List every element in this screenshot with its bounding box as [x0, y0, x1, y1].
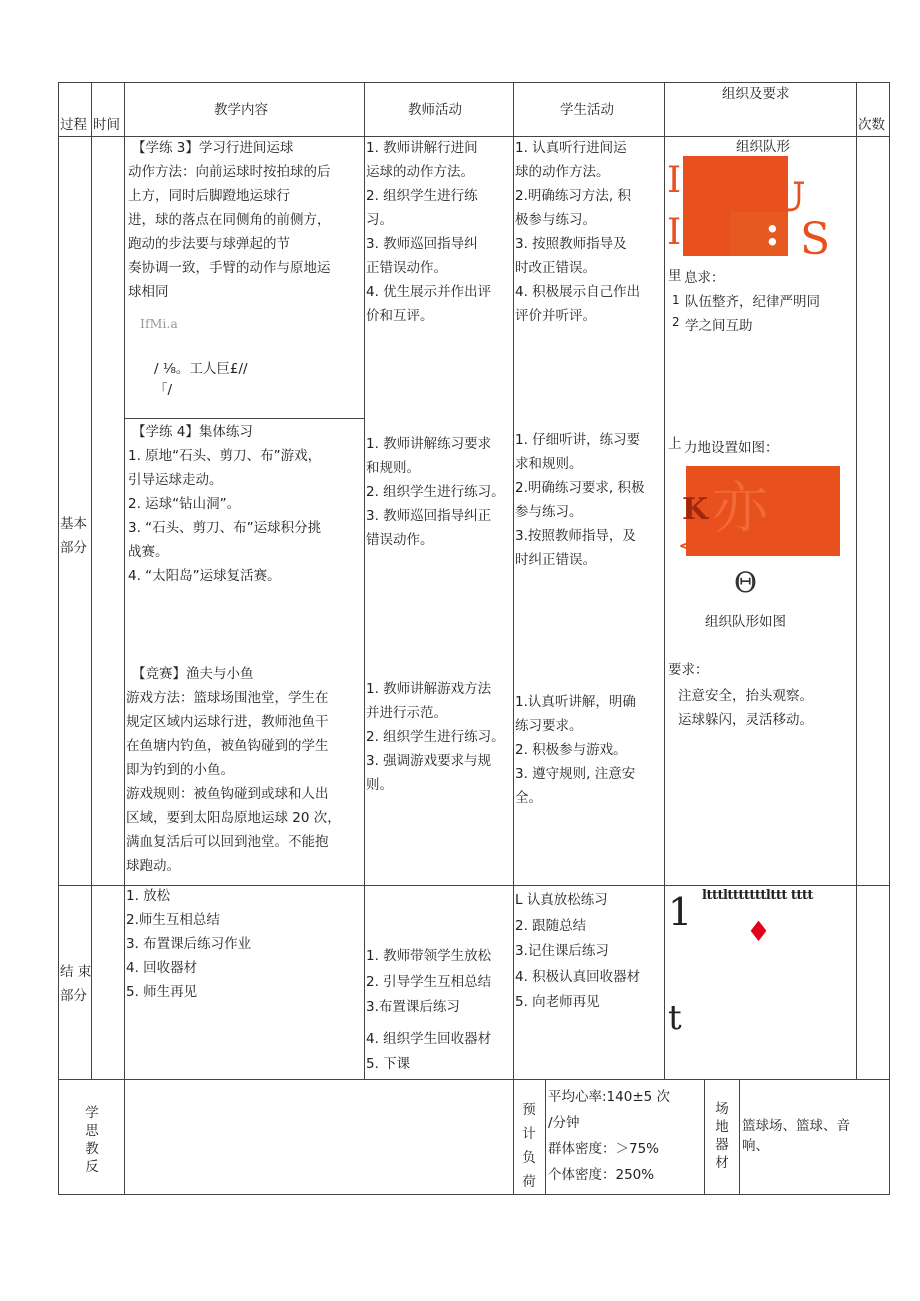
- formation-caption: 组织队形如图: [705, 614, 786, 630]
- competition-line: 满血复活后可以回到池堂。不能抱: [126, 834, 329, 850]
- end-teacher-line: 4. 组织学生回收器材: [366, 1030, 492, 1047]
- table-border-left: [58, 82, 59, 1194]
- basic-section-label-1: 基本: [60, 516, 87, 532]
- load-line: 群体密度：＞75%: [548, 1141, 660, 1157]
- requirement-line: 学之间互助: [685, 318, 753, 334]
- requirement2-line: 注意安全，抬头观察。: [678, 688, 813, 704]
- requirement-number: 1: [672, 293, 680, 307]
- drill3-title: 【学练 3】学习行进间运球: [132, 140, 294, 156]
- drill4-line: 战赛。: [128, 544, 169, 560]
- drill3-line: 跑动的步法要与球弹起的节: [128, 236, 290, 252]
- student-activity-1: [515, 136, 640, 328]
- site-glyph: 亦: [712, 476, 768, 541]
- student-line: 1. 仔细听讲，练习要: [515, 432, 641, 448]
- venue-values: [742, 1116, 850, 1156]
- teacher-line: 2. 组织学生进行练: [366, 188, 478, 204]
- drill4-line: 引导运球走动。: [128, 472, 223, 488]
- end-content-line: 5. 师生再见: [126, 984, 198, 1000]
- col-divider-process: [91, 82, 92, 1079]
- end-org-letter: t: [668, 998, 682, 1038]
- load-line: /分钟: [548, 1115, 580, 1131]
- student-line: 评价并听评。: [515, 308, 596, 324]
- header-count: 次数: [858, 117, 885, 133]
- teacher-line: 和规则。: [366, 460, 420, 476]
- col-divider-content: [364, 82, 365, 1079]
- student-line: 4. 积极展示自己作出: [515, 284, 641, 300]
- load-label-char: 计: [522, 1126, 536, 1142]
- end-org-number: 1: [668, 890, 693, 934]
- end-teacher-line: 5. 下课: [366, 1056, 411, 1072]
- teacher-line: 正错误动作。: [366, 260, 447, 276]
- student-line: 2. 积极参与游戏。: [515, 742, 627, 758]
- competition-title: 【竞赛】渔夫与小鱼: [132, 666, 254, 682]
- teacher-line: 习。: [366, 212, 393, 228]
- student-line: 极参与练习。: [515, 212, 596, 228]
- teacher-line: 1. 教师讲解行进间: [366, 140, 478, 156]
- site-prefix: 上: [668, 436, 682, 452]
- formation-glyph: :: [765, 208, 780, 255]
- venue-label-char: 场: [715, 1101, 729, 1117]
- end-student-line: 5. 向老师再见: [515, 994, 600, 1010]
- student-line: 2.明确练习要求, 积极: [515, 480, 645, 496]
- footer-divider-load: [704, 1079, 705, 1194]
- teacher-activity-1: [366, 136, 491, 328]
- drill4-line: 3. “石头、剪刀、布”运球积分挑: [128, 520, 322, 536]
- competition-line: 在鱼塘内钓鱼，被鱼钩碰到的学生: [126, 738, 329, 754]
- teacher-activity-3: [366, 677, 505, 797]
- student-line: 2.明确练习方法, 积: [515, 188, 631, 204]
- venue-line: 篮球场、篮球、音: [742, 1118, 850, 1134]
- student-activity-3: [515, 690, 636, 810]
- student-line: 参与练习。: [515, 504, 583, 520]
- load-label: [514, 1098, 544, 1194]
- student-line: 全。: [515, 790, 542, 806]
- theta-symbol: Θ: [734, 566, 757, 599]
- load-values: [548, 1084, 670, 1188]
- competition-line: 即为钓到的小鱼。: [126, 762, 234, 778]
- header-teacher: 教师活动: [408, 102, 462, 118]
- drill4-line: 2. 运球“钻山洞”。: [128, 496, 241, 512]
- load-line: 个体密度：250%: [548, 1167, 655, 1183]
- teacher-line: 运球的动作方法。: [366, 164, 474, 180]
- teacher-line: 错误动作。: [366, 532, 434, 548]
- drill4-content: [128, 420, 321, 588]
- end-content: [126, 884, 251, 1004]
- drill3-line: 动作方法：向前运球时按拍球的后: [128, 164, 331, 180]
- student-activity-2: [515, 428, 644, 572]
- footer-divider-venue-label: [739, 1079, 740, 1194]
- header-content: 教学内容: [214, 102, 268, 118]
- load-label-char: 荷: [522, 1174, 536, 1190]
- reflection-char: 学: [85, 1105, 99, 1121]
- end-student-line: 4. 积极认真回收器材: [515, 968, 641, 985]
- drill3-image-caption: IfMi.a: [140, 316, 178, 331]
- end-student: [515, 888, 640, 1016]
- end-student-line: 3.记住课后练习: [515, 943, 609, 959]
- drill4-line: 4. “太阳岛”运球复活赛。: [128, 568, 281, 584]
- drill3-line: 进，球的落点在同侧角的前侧方，: [128, 212, 331, 228]
- site-glyph: K: [682, 492, 709, 527]
- drill4-line: 1. 原地“石头、剪刀、布”游戏，: [128, 448, 322, 464]
- requirement-number: 2: [672, 315, 680, 329]
- formation-glyph: I: [667, 160, 682, 201]
- formation-block-left: [683, 156, 730, 256]
- site-glyph: <: [678, 534, 697, 559]
- drill3-scribble-2: 「/: [154, 382, 173, 398]
- drill4-title: 【学练 4】集体练习: [132, 424, 253, 440]
- teacher-line: 2. 组织学生进行练习。: [366, 484, 505, 500]
- formation-title: 组织队形: [736, 139, 790, 155]
- student-line: 1.认真听讲解，明确: [515, 694, 636, 710]
- venue-label-char: 器: [715, 1137, 729, 1153]
- end-teacher: [366, 944, 491, 1078]
- load-line: 平均心率:140±5 次: [548, 1089, 671, 1105]
- student-line: 时纠正错误。: [515, 552, 596, 568]
- drill3-scribble-1: / ⅛。工人巨£//: [154, 361, 248, 377]
- formation-diagram: [667, 156, 844, 265]
- drill3-line: 上方，同时后脚蹬地运球行: [128, 188, 290, 204]
- header-student: 学生活动: [560, 102, 614, 118]
- student-line: 球的动作方法。: [515, 164, 610, 180]
- student-line: 3. 按照教师指导及: [515, 236, 627, 252]
- basic-section-label-2: 部分: [60, 540, 87, 556]
- table-border-right: [889, 82, 890, 1194]
- site-diagram: [676, 466, 842, 562]
- header-organization: 组织及要求: [722, 86, 790, 102]
- col-divider-student: [664, 82, 665, 1079]
- header-process: 过程: [60, 117, 87, 133]
- requirement2-line: 运球躲闪，灵活移动。: [678, 712, 813, 728]
- venue-label-char: 地: [715, 1119, 729, 1135]
- teacher-line: 1. 教师讲解练习要求: [366, 436, 492, 452]
- end-org-ticks: ltttltttttttlttt tttt: [702, 888, 813, 903]
- student-line: 练习要求。: [515, 718, 583, 734]
- load-label-char: 预: [522, 1102, 536, 1118]
- student-line: 求和规则。: [515, 456, 583, 472]
- teacher-line: 1. 教师讲解游戏方法: [366, 681, 492, 697]
- formation-glyph: S: [800, 214, 831, 265]
- competition-line: 球跑动。: [126, 858, 180, 874]
- teacher-line: 则。: [366, 777, 393, 793]
- teacher-line: 3. 强调游戏要求与规: [366, 753, 492, 769]
- end-content-line: 3. 布置课后练习作业: [126, 936, 252, 952]
- end-teacher-line: 3.布置课后练习: [366, 999, 460, 1015]
- student-line: 3.按照教师指导，及: [515, 528, 636, 544]
- venue-label: [706, 1100, 738, 1172]
- end-teacher-line: 1. 教师带领学生放松: [366, 948, 492, 964]
- teacher-line: 4. 优生展示并作出评: [366, 284, 492, 300]
- end-footer-divider: [58, 1079, 890, 1080]
- requirement-prefix: 里: [668, 268, 682, 284]
- teacher-line: 2. 组织学生进行练习。: [366, 729, 505, 745]
- reflection-label: [70, 1104, 114, 1176]
- drill3-divider: [124, 418, 364, 419]
- teacher-line: 3. 教师巡回指导纠正: [366, 508, 492, 524]
- drill3-content: [128, 136, 331, 304]
- formation-glyph: I: [667, 212, 682, 253]
- competition-line: 规定区域内运球行进，教师池鱼干: [126, 714, 329, 730]
- end-section-label-1: 结 束: [60, 964, 92, 980]
- col-divider-time: [124, 82, 125, 1194]
- student-line: 时改正错误。: [515, 260, 596, 276]
- venue-line: 响、: [742, 1138, 769, 1154]
- student-line: 3. 遵守规则, 注意安: [515, 766, 636, 782]
- reflection-char: 教: [85, 1141, 99, 1157]
- header-time: 时间: [93, 117, 120, 133]
- competition-line: 游戏规则：被鱼钩碰到或球和人出: [126, 786, 329, 802]
- competition-content: [126, 662, 341, 878]
- reflection-char: 反: [85, 1159, 99, 1175]
- student-line: 1. 认真听行进间运: [515, 140, 627, 156]
- end-content-line: 2.师生互相总结: [126, 912, 220, 928]
- end-student-line: L 认真放松练习: [515, 892, 608, 908]
- footer-divider-load-label: [545, 1079, 546, 1194]
- teacher-activity-2: [366, 432, 505, 552]
- teacher-line: 并进行示范。: [366, 705, 447, 721]
- diamond-icon: ♦: [746, 915, 772, 948]
- end-section-label-2: 部分: [60, 988, 87, 1004]
- col-divider-teacher: [513, 82, 514, 1194]
- end-content-line: 4. 回收器材: [126, 960, 198, 976]
- drill3-line: 球相同: [128, 284, 169, 300]
- end-student-line: 2. 跟随总结: [515, 917, 587, 934]
- drill3-line: 奏协调一致，手臂的动作与原地运: [128, 260, 331, 276]
- venue-label-char: 材: [715, 1155, 729, 1171]
- site-text: 力地设置如图：: [684, 440, 779, 456]
- formation-glyph: U: [770, 174, 805, 221]
- requirement-line: 队伍整齐，纪律严明同: [685, 294, 820, 310]
- load-label-char: 负: [522, 1150, 536, 1166]
- table-border-bottom: [58, 1194, 890, 1195]
- reflection-char: 思: [85, 1123, 99, 1139]
- teacher-line: 价和互评。: [366, 308, 434, 324]
- competition-line: 游戏方法：篮球场围池堂，学生在: [126, 690, 329, 706]
- requirement-title: 息求：: [684, 270, 725, 286]
- competition-line: 区域，要到太阳岛原地运球 20 次，: [126, 810, 341, 826]
- teacher-line: 3. 教师巡回指导纠: [366, 236, 478, 252]
- end-content-line: 1. 放松: [126, 888, 171, 904]
- end-teacher-line: 2. 引导学生互相总结: [366, 973, 492, 990]
- requirement2-title: 要求：: [668, 662, 709, 678]
- col-divider-org: [856, 82, 857, 1079]
